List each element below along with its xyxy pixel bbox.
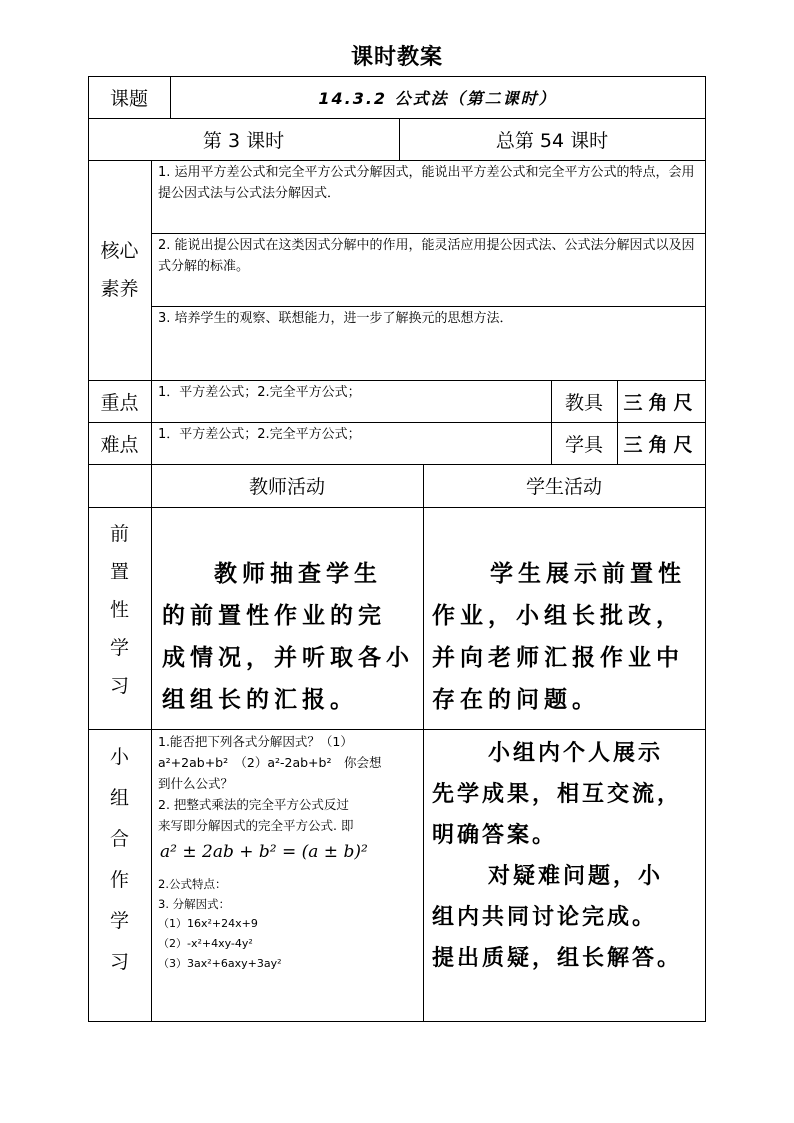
text-line: 先学成果，相互交流， bbox=[432, 781, 683, 807]
group-label-char: 学 bbox=[109, 910, 129, 932]
keypoints-value: 1．平方差公式；2.完全平方公式； bbox=[158, 385, 361, 400]
teaching-tool-value: 三角尺 bbox=[623, 391, 699, 414]
teaching-tool-label: 教具 bbox=[564, 391, 603, 414]
preview-teacher-text bbox=[162, 553, 420, 721]
lesson-number: 第 3 课时 bbox=[202, 129, 285, 152]
document-title: 课时教案 bbox=[350, 45, 443, 70]
text-line: 小组内个人展示 bbox=[488, 740, 664, 766]
group-teacher-text bbox=[158, 731, 420, 974]
text-line: 学生展示前置性 bbox=[490, 560, 686, 587]
text-line: 2.公式特点： bbox=[158, 877, 227, 891]
group-label-char: 习 bbox=[109, 951, 129, 973]
exercise-item: （1）16x²+24x+9 bbox=[158, 917, 258, 930]
preview-student-text bbox=[432, 553, 702, 721]
text-line: 3. 分解因式： bbox=[158, 897, 231, 911]
text-line: 到什么公式？ bbox=[158, 776, 234, 791]
text-line: 组组长的汇报。 bbox=[162, 686, 358, 713]
text-line: 1.能否把下列各式分解因式？（1） bbox=[158, 734, 353, 749]
topic-label: 课题 bbox=[109, 87, 148, 110]
preview-label-char: 置 bbox=[109, 561, 129, 583]
text-line: 并向老师汇报作业中 bbox=[432, 644, 684, 671]
formula: a² ± 2ab + b² = (a ± b)² bbox=[160, 842, 368, 862]
preview-label-char: 学 bbox=[109, 637, 129, 659]
preview-label-char: 性 bbox=[109, 599, 129, 621]
core-literacy-label bbox=[88, 160, 151, 380]
core-item-2: 2. 能说出提公因式在这类因式分解中的作用，能灵活应用提公因式法、公式法分解因式以及因式分解的标准。 bbox=[158, 238, 695, 274]
core-item-1: 1. 运用平方差公式和完全平方公式分解因式，能说出平方差公式和完全平方公式的特点，会用提公因式法与公式法分解因式． bbox=[158, 165, 695, 201]
group-student-text bbox=[432, 733, 704, 979]
group-label-char: 作 bbox=[109, 869, 129, 891]
teacher-activity-header: 教师活动 bbox=[248, 476, 325, 498]
text-line: 存在的问题。 bbox=[432, 686, 600, 713]
text-line: 成情况，并听取各小 bbox=[162, 644, 414, 671]
core-label-line1: 核心 bbox=[100, 240, 139, 262]
group-label-char: 合 bbox=[109, 828, 129, 850]
text-line: 的前置性作业的完 bbox=[162, 602, 386, 629]
exercise-item: （2）-x²+4xy-4y² bbox=[158, 937, 253, 950]
preview-label-char: 前 bbox=[109, 523, 129, 545]
text-line: 作业，小组长批改， bbox=[432, 602, 684, 629]
core-label-line2: 素养 bbox=[100, 278, 139, 300]
group-label-char: 组 bbox=[109, 787, 129, 809]
keypoints-label: 重点 bbox=[100, 391, 139, 414]
preview-label bbox=[88, 515, 151, 725]
difficulty-value: 1．平方差公式；2.完全平方公式； bbox=[158, 427, 361, 442]
text-line: a²+2ab+b² （2）a²-2ab+b² 你会想 bbox=[158, 755, 382, 770]
preview-label-char: 习 bbox=[109, 675, 129, 697]
text-line: 教师抽查学生 bbox=[214, 560, 382, 587]
group-label bbox=[88, 737, 151, 987]
topic-value: 14.3.2 公式法（第二课时） bbox=[318, 88, 557, 108]
text-line: 对疑难问题，小 bbox=[488, 863, 664, 889]
group-label-char: 小 bbox=[109, 746, 129, 768]
exercise-item: （3）3ax²+6axy+3ay² bbox=[158, 957, 282, 970]
text-line: 组内共同讨论完成。 bbox=[432, 904, 658, 930]
core-item-3: 3. 培养学生的观察、联想能力，进一步了解换元的思想方法． bbox=[158, 311, 513, 326]
learning-tool-value: 三角尺 bbox=[623, 433, 699, 456]
text-line: 2. 把整式乘法的完全平方公式反过 bbox=[158, 797, 349, 812]
text-line: 提出质疑，组长解答。 bbox=[432, 945, 683, 971]
student-activity-header: 学生活动 bbox=[525, 476, 602, 498]
text-line: 明确答案。 bbox=[432, 822, 558, 848]
text-line: 来写即分解因式的完全平方公式. 即 bbox=[158, 818, 354, 833]
learning-tool-label: 学具 bbox=[564, 433, 603, 456]
difficulty-label: 难点 bbox=[100, 433, 139, 456]
lesson-total: 总第 54 课时 bbox=[495, 129, 609, 152]
